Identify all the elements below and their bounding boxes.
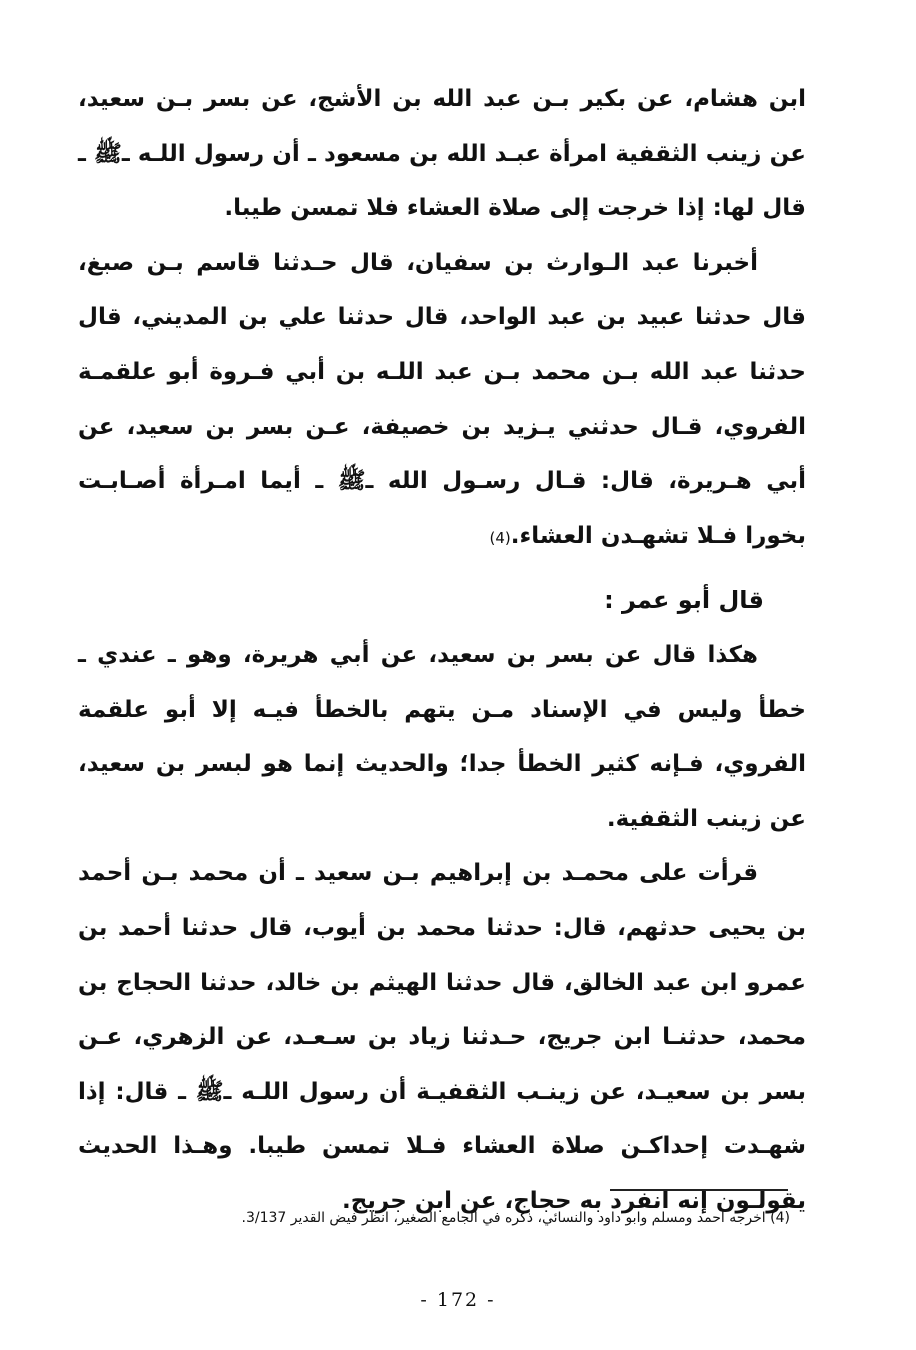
paragraph-3: هكذا قال عن بسر بن سعيد، عن أبي هريرة، وهو ـ عندي ـ خطأ وليس في الإسناد مـن يتهم بالخطأ فيـه إلا أبو علقمة الفروي، فـإنه كثير الخطأ جدا؛ والحديث إنما هو لبسر بن سعيد، عن زينب الثقفية. bbox=[78, 641, 806, 832]
paragraph-4: قرأت على محمـد بن إبراهيم بـن سعيد ـ أن محمد بـن أحمد بن يحيى حدثهم، قال: حدثنا محمد بن أيوب، قال حدثنا أحمد بن عمرو ابن عبد الخالق، قال حدثنا الهيثم بن خالد، حدثنا الحجاج بن محمد، حدثنـا ابن جريج، حـدثنا زياد بن سـعـد، عن الزهري، عـن بسر بن سعيـد، عن زينـب الثقفيـة أن رسول اللـه ـﷺ ـ قال: إذا شهـدت إحداكـن صلاة العشاء فـلا تمسن طيبا. وهـذا الحديث يقولـون إنه انفرد به حجاج، عن ابن جريج. bbox=[78, 860, 806, 1214]
paragraph-2 bbox=[78, 236, 806, 566]
paragraph-2-text: أخبرنا عبد الـوارث بن سفيان، قال حـدثنا قاسم بـن صبغ، قال حدثنا عبيد بن عبد الواحد، قال حدثنا علي بن المديني، قال حدثنا عبد الله بـن محمد بـن عبد اللـه بن أبي فـروة أبو علقمـة الفروي، قـال حدثني يـزيد بن خصيفة، عـن بسر بن سعيد، عن أبي هـريرة، قال: قـال رسـول الله ـﷺ ـ أيما امـرأة أصـابـت بخورا فـلا تشهـدن العشاء. bbox=[78, 249, 806, 549]
main-text bbox=[78, 72, 806, 1228]
footnote-divider bbox=[610, 1189, 788, 1191]
footnote: (4) اخرجه احمد ومسلم وابو داود والنسائي، ذكره في الجامع الصغير، انظر فيض القدير 3/137. bbox=[241, 1210, 790, 1226]
section-heading: قال أبو عمر : bbox=[604, 586, 764, 615]
footnote-reference: (4) bbox=[489, 528, 511, 547]
page-number: - 172 - bbox=[420, 1289, 496, 1311]
paragraph-1: ابن هشام، عن بكير بـن عبد الله بن الأشج، عن بسر بـن سعيد، عن زينب الثقفية امرأة عبـد الله بن مسعود ـ أن رسول اللـه ـﷺ ـ قال لها: إذا خرجت إلى صلاة العشاء فلا تمسن طيبا. bbox=[78, 86, 806, 222]
